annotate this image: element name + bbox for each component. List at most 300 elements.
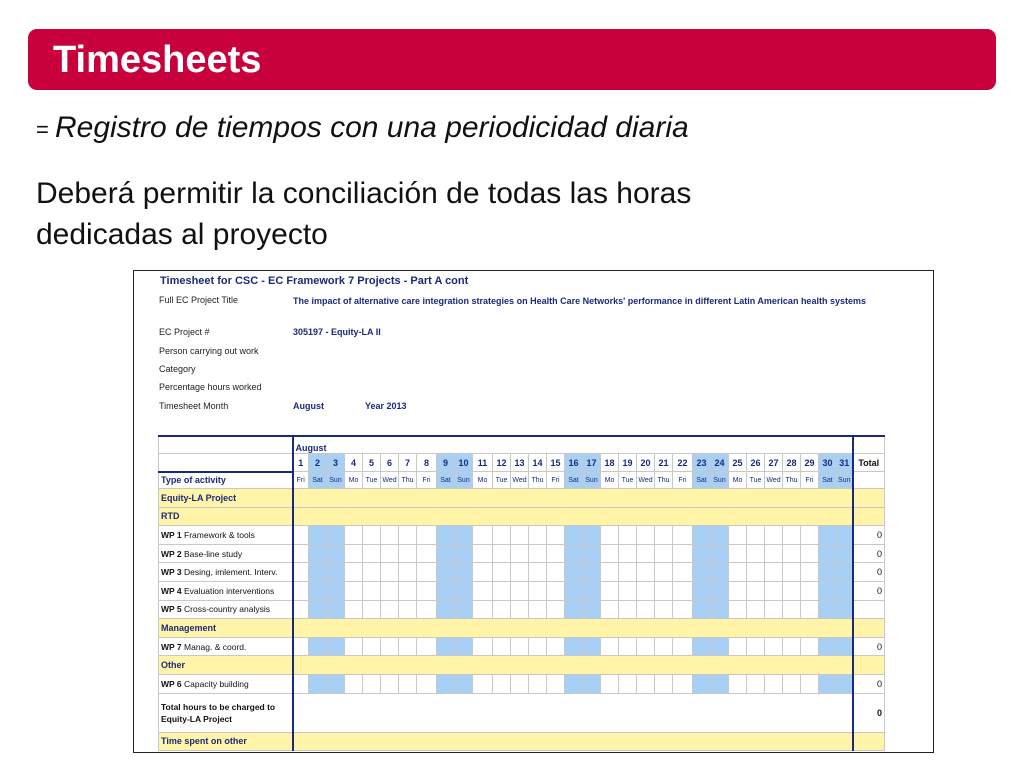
day-number: 4 — [345, 454, 363, 472]
section-fill — [293, 619, 853, 638]
hours-cell[interactable] — [565, 544, 583, 563]
description-text: Deberá permitir la conciliación de todas las horas dedicadas al proyecto — [36, 177, 692, 251]
hours-cell[interactable] — [655, 581, 673, 600]
hours-cell[interactable] — [473, 581, 493, 600]
hours-cell[interactable] — [437, 544, 455, 563]
hours-cell[interactable] — [381, 637, 399, 656]
hours-cell[interactable] — [529, 674, 547, 693]
activity-label — [159, 600, 293, 619]
day-number: 30 — [819, 454, 837, 472]
hours-cell[interactable] — [673, 581, 693, 600]
hours-cell[interactable] — [583, 526, 601, 545]
hours-cell[interactable] — [327, 526, 345, 545]
hours-cell[interactable] — [473, 563, 493, 582]
hours-cell[interactable] — [637, 600, 655, 619]
hours-cell[interactable] — [455, 563, 473, 582]
hours-cell[interactable] — [747, 674, 765, 693]
hours-cell[interactable] — [511, 600, 529, 619]
day-name: Sun — [583, 472, 601, 489]
hours-cell[interactable] — [673, 544, 693, 563]
hours-cell[interactable] — [363, 544, 381, 563]
hours-cell[interactable] — [601, 526, 619, 545]
hours-cell[interactable] — [437, 581, 455, 600]
hours-cell[interactable] — [601, 637, 619, 656]
hours-cell[interactable] — [529, 600, 547, 619]
day-name-row — [159, 472, 885, 489]
hours-cell[interactable] — [493, 563, 511, 582]
hours-cell[interactable] — [437, 600, 455, 619]
day-number: 16 — [565, 454, 583, 472]
hours-cell[interactable] — [765, 600, 783, 619]
activity-label — [159, 581, 293, 600]
hours-cell[interactable] — [327, 674, 345, 693]
hours-cell[interactable] — [547, 581, 565, 600]
hours-cell[interactable] — [693, 600, 711, 619]
day-name: Fri — [293, 472, 309, 489]
hours-cell[interactable] — [327, 544, 345, 563]
hours-cell[interactable] — [455, 544, 473, 563]
hours-cell[interactable] — [293, 600, 309, 619]
hours-cell[interactable] — [765, 674, 783, 693]
hours-cell[interactable] — [399, 674, 417, 693]
hours-cell[interactable] — [345, 581, 363, 600]
hours-cell[interactable] — [547, 563, 565, 582]
hours-cell[interactable] — [345, 600, 363, 619]
hours-cell[interactable] — [711, 600, 729, 619]
hours-cell[interactable] — [565, 637, 583, 656]
hours-cell[interactable] — [583, 600, 601, 619]
day-number: 18 — [601, 454, 619, 472]
hours-cell[interactable] — [819, 544, 837, 563]
hours-cell[interactable] — [309, 563, 327, 582]
activity-code: WP 1 — [161, 529, 182, 540]
timesheet-image — [133, 270, 934, 753]
day-number: 26 — [747, 454, 765, 472]
hours-cell[interactable] — [309, 637, 327, 656]
hours-cell[interactable] — [455, 674, 473, 693]
hours-cell[interactable] — [437, 526, 455, 545]
hours-cell[interactable] — [673, 526, 693, 545]
hours-cell[interactable] — [801, 544, 819, 563]
hours-cell[interactable] — [547, 637, 565, 656]
activity-code: WP 5 — [161, 604, 182, 615]
hours-cell[interactable] — [655, 674, 673, 693]
hours-cell[interactable] — [547, 600, 565, 619]
hours-cell[interactable] — [837, 563, 853, 582]
hours-cell[interactable] — [729, 600, 747, 619]
hours-cell[interactable] — [293, 544, 309, 563]
day-name: Sat — [309, 472, 327, 489]
day-number: 24 — [711, 454, 729, 472]
hours-cell[interactable] — [417, 526, 437, 545]
hours-cell[interactable] — [399, 581, 417, 600]
day-name: Thu — [783, 472, 801, 489]
hours-cell[interactable] — [293, 563, 309, 582]
hours-cell[interactable] — [783, 637, 801, 656]
hours-cell[interactable] — [801, 674, 819, 693]
hours-cell[interactable] — [493, 637, 511, 656]
hours-cell[interactable] — [601, 674, 619, 693]
day-number: 20 — [637, 454, 655, 472]
hours-cell[interactable] — [381, 674, 399, 693]
hours-cell[interactable] — [511, 637, 529, 656]
hours-cell[interactable] — [399, 637, 417, 656]
day-number: 8 — [417, 454, 437, 472]
total-fill — [293, 693, 853, 732]
hours-cell[interactable] — [583, 563, 601, 582]
hours-cell[interactable] — [511, 581, 529, 600]
hours-cell[interactable] — [309, 526, 327, 545]
hours-cell[interactable] — [837, 674, 853, 693]
day-name: Fri — [801, 472, 819, 489]
hours-cell[interactable] — [837, 600, 853, 619]
hours-cell[interactable] — [417, 637, 437, 656]
hours-cell[interactable] — [601, 600, 619, 619]
hours-cell[interactable] — [309, 674, 327, 693]
hours-cell[interactable] — [529, 526, 547, 545]
hours-cell[interactable] — [765, 637, 783, 656]
hours-cell[interactable] — [399, 600, 417, 619]
slide-title: Timesheets — [53, 39, 262, 81]
hours-cell[interactable] — [765, 563, 783, 582]
hours-cell[interactable] — [637, 674, 655, 693]
activity-label — [159, 674, 293, 693]
hours-cell[interactable] — [309, 600, 327, 619]
hours-cell[interactable] — [711, 544, 729, 563]
row-total: 0 — [853, 563, 885, 582]
day-name: Sat — [693, 472, 711, 489]
hours-cell[interactable] — [801, 581, 819, 600]
section-row — [159, 656, 885, 675]
hours-cell[interactable] — [711, 674, 729, 693]
activity-label — [159, 563, 293, 582]
hours-cell[interactable] — [437, 637, 455, 656]
hours-cell[interactable] — [783, 526, 801, 545]
hours-cell[interactable] — [455, 581, 473, 600]
hours-cell[interactable] — [729, 544, 747, 563]
hours-cell[interactable] — [437, 563, 455, 582]
hours-cell[interactable] — [511, 544, 529, 563]
hours-cell[interactable] — [819, 526, 837, 545]
hours-cell[interactable] — [363, 600, 381, 619]
hours-cell[interactable] — [801, 600, 819, 619]
hours-cell[interactable] — [345, 526, 363, 545]
hours-cell[interactable] — [837, 544, 853, 563]
hours-cell[interactable] — [711, 526, 729, 545]
hours-cell[interactable] — [637, 637, 655, 656]
activity-label — [159, 526, 293, 545]
hours-cell[interactable] — [673, 674, 693, 693]
hours-cell[interactable] — [511, 526, 529, 545]
hours-cell[interactable] — [529, 563, 547, 582]
day-name: Thu — [655, 472, 673, 489]
day-name: Tue — [493, 472, 511, 489]
hours-cell[interactable] — [381, 581, 399, 600]
day-number: 31 — [837, 454, 853, 472]
info-label-project-title: Full EC Project Title — [159, 295, 239, 305]
hours-cell[interactable] — [399, 526, 417, 545]
hours-cell[interactable] — [655, 600, 673, 619]
section-row — [159, 489, 885, 508]
month-header-row — [159, 436, 885, 454]
hours-cell[interactable] — [765, 544, 783, 563]
activity-row — [159, 563, 885, 582]
hours-cell[interactable] — [619, 544, 637, 563]
hours-cell[interactable] — [783, 600, 801, 619]
hours-cell[interactable] — [729, 563, 747, 582]
hours-cell[interactable] — [619, 637, 637, 656]
hours-cell[interactable] — [327, 600, 345, 619]
hours-cell[interactable] — [529, 581, 547, 600]
hours-cell[interactable] — [547, 526, 565, 545]
hours-cell[interactable] — [673, 563, 693, 582]
hours-cell[interactable] — [511, 563, 529, 582]
hours-cell[interactable] — [783, 581, 801, 600]
hours-cell[interactable] — [655, 563, 673, 582]
hours-cell[interactable] — [493, 544, 511, 563]
hours-cell[interactable] — [819, 637, 837, 656]
day-name: Fri — [417, 472, 437, 489]
hours-cell[interactable] — [729, 581, 747, 600]
section-total-blank — [853, 656, 885, 675]
hours-cell[interactable] — [493, 581, 511, 600]
hours-cell[interactable] — [711, 563, 729, 582]
activity-code: WP 4 — [161, 585, 182, 596]
hours-cell[interactable] — [565, 563, 583, 582]
hours-cell[interactable] — [455, 637, 473, 656]
hours-cell[interactable] — [363, 637, 381, 656]
hours-cell[interactable] — [565, 600, 583, 619]
hours-cell[interactable] — [673, 637, 693, 656]
hours-cell[interactable] — [437, 674, 455, 693]
section-label: Equity-LA Project — [159, 489, 293, 508]
day-name: Sat — [437, 472, 455, 489]
hours-cell[interactable] — [693, 581, 711, 600]
hours-cell[interactable] — [511, 674, 529, 693]
hours-cell[interactable] — [693, 544, 711, 563]
day-name: Tue — [363, 472, 381, 489]
title-bar — [28, 29, 996, 90]
hours-cell[interactable] — [601, 544, 619, 563]
hours-cell[interactable] — [783, 544, 801, 563]
hours-cell[interactable] — [583, 637, 601, 656]
hours-cell[interactable] — [455, 600, 473, 619]
hours-cell[interactable] — [801, 526, 819, 545]
hours-cell[interactable] — [345, 563, 363, 582]
section-fill — [293, 732, 853, 751]
hours-cell[interactable] — [747, 581, 765, 600]
day-number: 23 — [693, 454, 711, 472]
total-label: Total hours to be charged to Equity-LA Project — [159, 693, 293, 732]
activity-code: WP 7 — [161, 641, 182, 652]
activity-name: Manag. & coord. — [184, 641, 247, 652]
info-label-person: Person carrying out work — [159, 346, 259, 356]
hours-cell[interactable] — [637, 526, 655, 545]
day-number: 6 — [381, 454, 399, 472]
hours-cell[interactable] — [455, 526, 473, 545]
hours-cell[interactable] — [673, 600, 693, 619]
hours-cell[interactable] — [637, 563, 655, 582]
day-name: Mo — [473, 472, 493, 489]
hours-cell[interactable] — [783, 674, 801, 693]
hours-cell[interactable] — [783, 563, 801, 582]
hours-cell[interactable] — [381, 563, 399, 582]
row-total — [853, 600, 885, 619]
hours-cell[interactable] — [583, 544, 601, 563]
hours-cell[interactable] — [381, 544, 399, 563]
activity-row — [159, 600, 885, 619]
hours-cell[interactable] — [565, 526, 583, 545]
hours-cell[interactable] — [819, 581, 837, 600]
hours-cell[interactable] — [637, 544, 655, 563]
hours-cell[interactable] — [693, 637, 711, 656]
day-name: Sun — [837, 472, 853, 489]
hours-cell[interactable] — [655, 544, 673, 563]
hours-cell[interactable] — [417, 544, 437, 563]
day-name: Mo — [729, 472, 747, 489]
timesheet-grid — [158, 435, 885, 751]
day-name: Fri — [673, 472, 693, 489]
hours-cell[interactable] — [345, 674, 363, 693]
hours-cell[interactable] — [473, 544, 493, 563]
hours-cell[interactable] — [293, 674, 309, 693]
hours-cell[interactable] — [619, 563, 637, 582]
section-row — [159, 619, 885, 638]
hours-cell[interactable] — [583, 581, 601, 600]
hours-cell[interactable] — [765, 581, 783, 600]
section-label: Other — [159, 656, 293, 675]
row-total: 0 — [853, 581, 885, 600]
day-number: 14 — [529, 454, 547, 472]
activity-name: Capacity building — [184, 678, 249, 689]
hours-cell[interactable] — [473, 674, 493, 693]
hours-cell[interactable] — [619, 674, 637, 693]
hours-cell[interactable] — [345, 637, 363, 656]
hours-cell[interactable] — [619, 581, 637, 600]
activity-name: Base-line study — [184, 548, 243, 559]
hours-cell[interactable] — [637, 581, 655, 600]
hours-cell[interactable] — [601, 581, 619, 600]
hours-cell[interactable] — [819, 600, 837, 619]
hours-cell[interactable] — [363, 526, 381, 545]
hours-cell[interactable] — [583, 674, 601, 693]
hours-cell[interactable] — [747, 544, 765, 563]
day-number: 25 — [729, 454, 747, 472]
hours-cell[interactable] — [819, 563, 837, 582]
month-header: August — [293, 436, 853, 454]
hours-cell[interactable] — [837, 526, 853, 545]
hours-cell[interactable] — [363, 674, 381, 693]
hours-cell[interactable] — [655, 637, 673, 656]
hours-cell[interactable] — [693, 563, 711, 582]
hours-cell[interactable] — [345, 544, 363, 563]
hours-cell[interactable] — [565, 581, 583, 600]
total-name-blank — [853, 472, 885, 489]
hours-cell[interactable] — [529, 544, 547, 563]
hours-cell[interactable] — [293, 526, 309, 545]
hours-cell[interactable] — [747, 563, 765, 582]
hours-cell[interactable] — [309, 581, 327, 600]
hours-cell[interactable] — [547, 674, 565, 693]
hours-cell[interactable] — [327, 563, 345, 582]
hours-cell[interactable] — [473, 526, 493, 545]
hours-cell[interactable] — [399, 563, 417, 582]
hours-cell[interactable] — [711, 637, 729, 656]
activity-row — [159, 526, 885, 545]
hours-cell[interactable] — [729, 674, 747, 693]
hours-cell[interactable] — [293, 637, 309, 656]
hours-cell[interactable] — [417, 600, 437, 619]
hours-cell[interactable] — [381, 600, 399, 619]
row-total: 0 — [853, 637, 885, 656]
section-fill — [293, 507, 853, 526]
timesheet-title: Timesheet for CSC - EC Framework 7 Projects - Part A cont — [160, 275, 469, 287]
hours-cell[interactable] — [473, 637, 493, 656]
year-label: Year 2013 — [365, 401, 407, 411]
hours-cell[interactable] — [399, 544, 417, 563]
hours-cell[interactable] — [601, 563, 619, 582]
hours-cell[interactable] — [547, 544, 565, 563]
hours-cell[interactable] — [363, 563, 381, 582]
section-total-blank — [853, 489, 885, 508]
hours-cell[interactable] — [565, 674, 583, 693]
hours-cell[interactable] — [729, 526, 747, 545]
day-number: 29 — [801, 454, 819, 472]
hours-cell[interactable] — [747, 637, 765, 656]
hours-cell[interactable] — [493, 526, 511, 545]
day-number: 7 — [399, 454, 417, 472]
hours-cell[interactable] — [309, 544, 327, 563]
hours-cell[interactable] — [619, 526, 637, 545]
day-name: Tue — [619, 472, 637, 489]
hours-cell[interactable] — [837, 637, 853, 656]
day-name: Tue — [747, 472, 765, 489]
hours-cell[interactable] — [711, 581, 729, 600]
hours-cell[interactable] — [417, 563, 437, 582]
hours-cell[interactable] — [693, 526, 711, 545]
hours-cell[interactable] — [801, 563, 819, 582]
day-number: 19 — [619, 454, 637, 472]
hours-cell[interactable] — [327, 581, 345, 600]
hours-cell[interactable] — [363, 581, 381, 600]
hours-cell[interactable] — [327, 637, 345, 656]
day-header-blank — [159, 454, 293, 472]
hours-cell[interactable] — [747, 526, 765, 545]
hours-cell[interactable] — [801, 637, 819, 656]
hours-cell[interactable] — [417, 674, 437, 693]
hours-cell[interactable] — [381, 526, 399, 545]
hours-cell[interactable] — [765, 526, 783, 545]
equals-sign: = — [36, 117, 55, 142]
hours-cell[interactable] — [417, 581, 437, 600]
day-number: 22 — [673, 454, 693, 472]
hours-cell[interactable] — [693, 674, 711, 693]
hours-cell[interactable] — [493, 600, 511, 619]
hours-cell[interactable] — [619, 600, 637, 619]
hours-cell[interactable] — [819, 674, 837, 693]
hours-cell[interactable] — [655, 526, 673, 545]
hours-cell[interactable] — [529, 637, 547, 656]
hours-cell[interactable] — [837, 581, 853, 600]
header-blank — [159, 436, 293, 454]
hours-cell[interactable] — [747, 600, 765, 619]
hours-cell[interactable] — [493, 674, 511, 693]
section-fill — [293, 656, 853, 675]
hours-cell[interactable] — [473, 600, 493, 619]
hours-cell[interactable] — [729, 637, 747, 656]
hours-cell[interactable] — [293, 581, 309, 600]
total-header: Total — [853, 454, 885, 472]
